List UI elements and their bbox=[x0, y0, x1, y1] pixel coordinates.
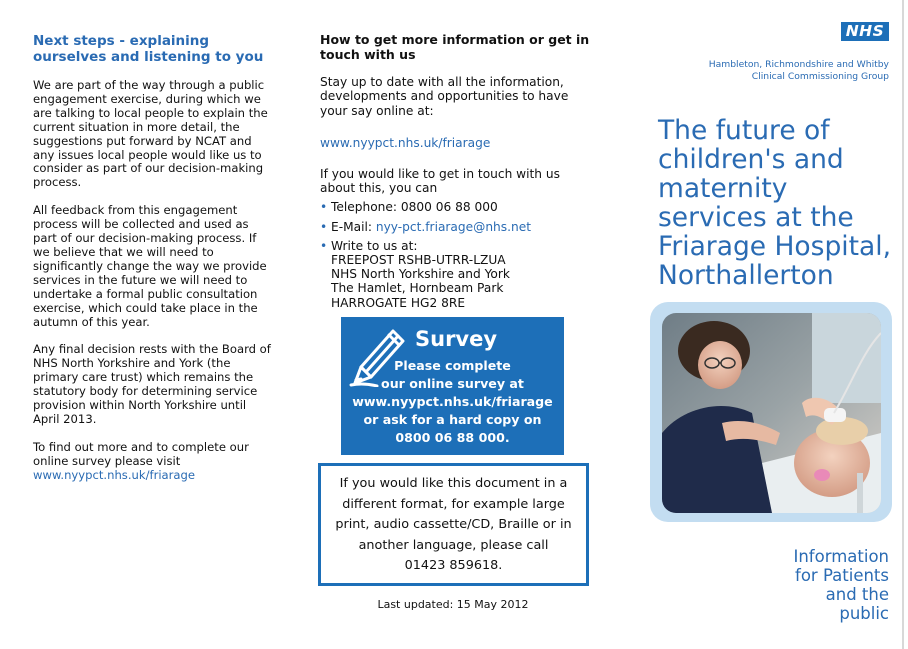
info-line-4: public bbox=[839, 604, 889, 623]
format-line-4: another language, please call bbox=[358, 537, 549, 553]
survey-link[interactable]: www.nyypct.nhs.uk/friarage bbox=[33, 467, 196, 482]
cover-title-line-4: services at the bbox=[658, 202, 854, 233]
write-label: Write to us at: bbox=[331, 238, 418, 253]
cover-title-line-3: maternity bbox=[658, 173, 788, 204]
format-line-2: different format, for example large bbox=[342, 496, 565, 512]
next-steps-heading: Next steps - explaining ourselves and listening to you bbox=[33, 33, 264, 65]
survey-line-1: Please complete bbox=[394, 358, 511, 373]
contact-list bbox=[320, 200, 590, 309]
address-line-1: FREEPOST RSHB-UTRR-LZUA bbox=[331, 253, 506, 268]
survey-prompt-text: To find out more and to complete our online survey please visit bbox=[33, 439, 249, 468]
nurse-with-baby-photo bbox=[662, 313, 881, 513]
bullet-icon: • bbox=[320, 200, 328, 215]
next-steps-paragraph-3: Any final decision rests with the Board of NHS North Yorkshire and York (the primary care trust) which remains the statutory body for determining service provision within North Yorkshire until April 2013. bbox=[33, 342, 271, 426]
next-steps-paragraph-4 bbox=[33, 441, 273, 483]
survey-title: Survey bbox=[415, 327, 498, 351]
page-edge bbox=[902, 0, 904, 649]
contact-column bbox=[320, 33, 590, 315]
info-line-3: and the bbox=[825, 585, 889, 604]
format-line-5: 01423 859618. bbox=[404, 558, 503, 573]
alternative-format-box bbox=[318, 463, 589, 586]
bullet-icon: • bbox=[320, 219, 328, 234]
nhs-logo: NHS bbox=[841, 22, 889, 41]
contact-email bbox=[320, 220, 590, 234]
info-line-1: Information bbox=[793, 547, 889, 566]
info-line-2: for Patients bbox=[795, 566, 889, 585]
cover-title-line-6: Northallerton bbox=[658, 260, 834, 291]
address-line-2: NHS North Yorkshire and York bbox=[331, 267, 510, 282]
telephone-text: Telephone: 0800 06 88 000 bbox=[331, 200, 498, 215]
last-updated: Last updated: 15 May 2012 bbox=[377, 598, 529, 611]
survey-line-3[interactable]: www.nyypct.nhs.uk/friarage bbox=[352, 394, 553, 409]
cover-title bbox=[658, 116, 898, 290]
cover-title-line-2: children's and bbox=[658, 144, 844, 175]
survey-line-2: our online survey at bbox=[381, 376, 524, 391]
contact-address bbox=[320, 239, 590, 310]
photo-illustration bbox=[662, 313, 881, 513]
ccg-name bbox=[709, 59, 889, 82]
bullet-icon: • bbox=[320, 238, 328, 253]
cover-title-line-5: Friarage Hospital, bbox=[658, 231, 892, 262]
contact-heading: How to get more information or get in touch with us bbox=[320, 32, 590, 62]
cover-title-line-1: The future of bbox=[658, 115, 830, 146]
next-steps-paragraph-2: All feedback from this engagement process will be collected and used as part of our decision-making process. If we believe that we will need to significantly change the way we provide services in the future we will need to undertake a formal public consultation exercise, which could take place in the autumn of this year. bbox=[33, 203, 267, 329]
website-link[interactable]: www.nyypct.nhs.uk/friarage bbox=[320, 136, 491, 151]
next-steps-column bbox=[33, 33, 273, 497]
format-line-3: print, audio cassette/CD, Braille or in bbox=[335, 517, 572, 532]
format-line-1: If you would like this document in a bbox=[339, 476, 568, 491]
email-link[interactable]: nyy-pct.friarage@nhs.net bbox=[375, 219, 531, 234]
ccg-line-1: Hambleton, Richmondshire and Whitby bbox=[708, 59, 889, 70]
survey-line-5: 0800 06 88 000. bbox=[395, 430, 510, 445]
ccg-line-2: Clinical Commissioning Group bbox=[751, 70, 889, 82]
information-for-patients bbox=[793, 547, 889, 623]
get-in-touch-text: If you would like to get in touch with us about this, you can bbox=[320, 166, 560, 196]
contact-telephone bbox=[320, 200, 590, 214]
address-line-3: The Hamlet, Hornbeam Park bbox=[331, 281, 504, 296]
email-label: E-Mail: bbox=[331, 219, 376, 234]
survey-box[interactable] bbox=[341, 317, 564, 455]
stay-up-to-date-text: Stay up to date with all the information, developments and opportunities to have your say online at: bbox=[320, 75, 569, 118]
address-line-4: HARROGATE HG2 8RE bbox=[331, 295, 466, 310]
survey-line-4: or ask for a hard copy on bbox=[363, 412, 542, 427]
next-steps-paragraph-1: We are part of the way through a public engagement exercise, during which we are talking to local people to explain the current situation in more detail, the suggestions put forward by NCAT and any issues local people would like us to consider as part of our decision-making process. bbox=[33, 78, 268, 190]
